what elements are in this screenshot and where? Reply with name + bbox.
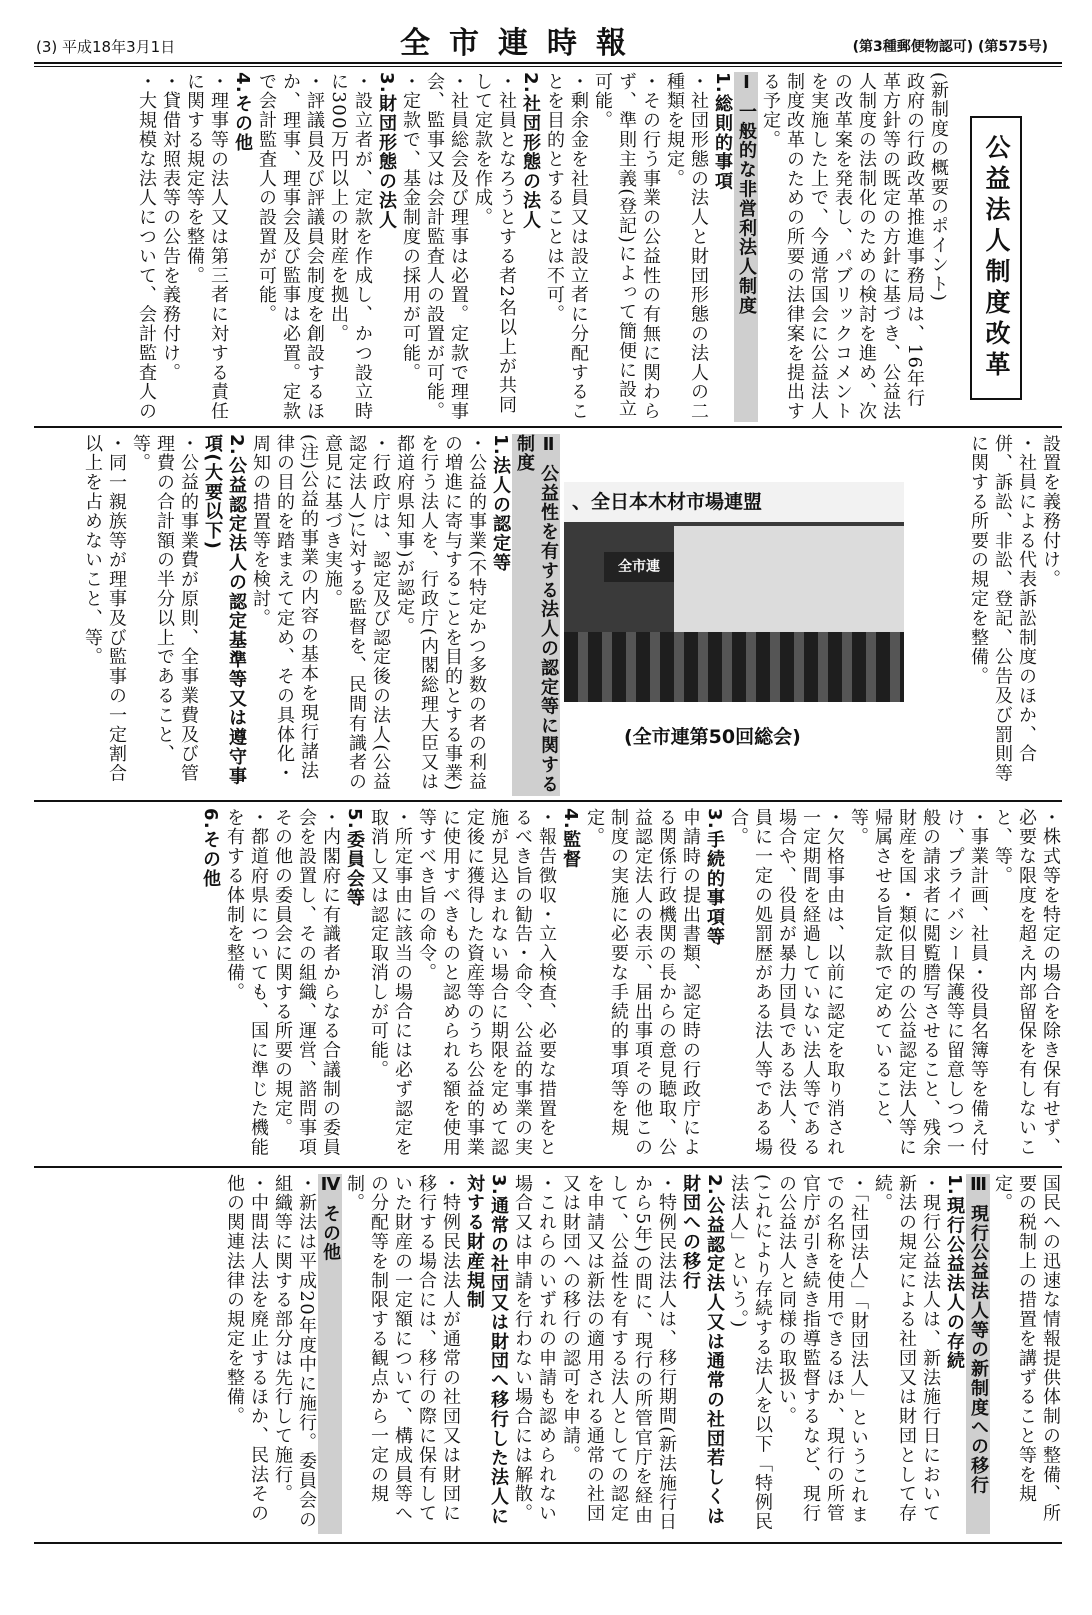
band3-para: ・所定事由に該当の場合には必ず認定を取消し又は認定取消しが可能。 [368, 808, 413, 1158]
band1-para: ・貸借対照表等の公告を義務付け。 [160, 72, 181, 383]
header-rule [34, 62, 1062, 64]
band-rule-2 [34, 800, 1062, 802]
band-rule-1 [34, 426, 1062, 428]
band3-para: 申請時の提出書類、認定時の行政庁による関係行政機関の長からの意見聴取、公益認定法人の表示、届出事項その他この制度の実施に必要な手続的事項等を規定。 [584, 808, 701, 1158]
issue-info: (第3種郵便物認可) (第575号) [852, 39, 1048, 55]
band1-para: ・剰余金を社員又は設立者に分配することを目的とすることは不可。 [544, 72, 589, 422]
band-4-text [34, 1174, 1062, 1534]
band2-left-para: ・同一親族等が理事及び監事の一定割合以上を占めないこと、等。 [82, 434, 127, 784]
band2-left-para: ・公益的事業(不特定かつ多数の者の利益の増進に寄与することを目的とする事業)を行う法人を、行政庁(内閣総理大臣又は都道府県知事)が認定。 [394, 434, 487, 792]
band2-left-para: 1.法人の認定等 [490, 434, 511, 573]
band-2-right-text [922, 434, 1062, 796]
band1-para: Ⅰ 一般的な非営利法人制度 [734, 72, 758, 422]
footer-rule [34, 1542, 1062, 1544]
band3-para: ・事業計画、社員・役員名簿等を備え付け、プライバシー保護等に留意しつつ一般の請求者に閲覧謄写させること、残余財産を国・類似目的の公益認定法人等に帰属させる旨定款で定めていること、等。 [848, 808, 989, 1158]
photo-crowd [564, 632, 904, 702]
band1-para: 1.総則的事項 [712, 72, 733, 192]
issue-date: (3) 平成18年3月1日 [36, 38, 176, 56]
band3-para: 5.委員会等 [344, 808, 365, 908]
band1-para: ・大規模な法人について、会計監査人の [136, 72, 157, 422]
band4-para: 国民への迅速な情報提供体制の整備、所要の税制上の措置を講ずること等を規定。 [992, 1174, 1061, 1524]
band-2-left-text [34, 434, 560, 796]
band3-para: 4.監督 [560, 808, 581, 869]
band1-para: ・社員となろうとする者2名以上が共同して定款を作成。 [472, 72, 517, 415]
band3-para: ・株式等を特定の場合を除き保有せず、必要な限度を超え内部留保を有しないこと、等。 [992, 808, 1061, 1158]
article-title-box: 公益法人制度改革 [970, 116, 1022, 400]
band1-para: ・設立者が、定款を作成し、かつ設立時に300万円以上の財産を拠出。 [328, 72, 373, 422]
band2-left-para: Ⅱ 公益性を有する法人の認定等に関する制度 [512, 434, 560, 796]
band2-right-para: ・社員による代表訴訟制度のほか、合併、訴訟、非訟、登記、公告及び罰則等に関する所要の規定を整備。 [968, 434, 1037, 784]
band3-para: 6.その他 [200, 808, 221, 889]
band4-para: ・現行公益法人は、新法施行日において新法の規定による社団又は財団として存続。 [872, 1174, 941, 1524]
band1-para: ・社員総会及び理事は必置。定款で理事会、監事又は会計監査人の設置が可能。 [424, 72, 469, 422]
band4-para: 3.通常の社団又は財団へ移行した法人に対する財産規制 [464, 1174, 509, 1526]
meeting-photo [564, 482, 904, 702]
newspaper-title: 全市連時報 [400, 26, 645, 61]
band3-para: ・報告徴収・立入検査、必要な措置をとるべき旨の勧告・命令、公益的事業の実施が見込まれない場合に期限を定めて認定後に獲得した資産等のうち公益的事業に使用すべきものと認められる額を使用等すべき旨の命令。 [416, 808, 557, 1158]
band-2 [34, 434, 1062, 796]
band3-para: ・欠格事由は、以前に認定を取り消され一定期間を経過していない法人等である場合や、役員が暴力団員である法人、役員に一定の処罰歴がある法人等である場合。 [728, 808, 845, 1158]
band1-para: ・理事等の法人又は第三者に対する責任に関する規定等を整備。 [184, 72, 229, 422]
band4-para: ・これらのいずれの申請も認められない場合又は申請を行わない場合には解散。 [512, 1174, 557, 1524]
band2-right-para: 設置を義務付け。 [1040, 434, 1061, 590]
band-1 [34, 72, 1062, 422]
band4-para: Ⅳ その他 [318, 1174, 342, 1534]
band3-para: ・都道府県についても、国に準じた機能を有する体制を整備。 [224, 808, 269, 1158]
band-4 [34, 1174, 1062, 1534]
band1-para: 2.社団形態の法人 [520, 72, 541, 230]
band4-para: (これにより存続する法人を以下「特例民法法人」という。) [728, 1174, 773, 1532]
band1-para: 4.その他 [232, 72, 253, 153]
band1-para: ・評議員及び評議員会制度を創設するほか、理事、理事会及び監事は必置。定款で会計監査人の設置が可能。 [256, 72, 325, 422]
band1-para: 3.財団形態の法人 [376, 72, 397, 230]
band1-para: (新制度の概要のポイント) [928, 72, 949, 303]
photo-caption: (全市連第50回総会) [624, 726, 801, 748]
photo-stage [674, 526, 904, 646]
band-3 [34, 808, 1062, 1162]
band4-para: 1.現行公益法人の存続 [944, 1174, 965, 1371]
page-header [0, 0, 1092, 66]
photo-sign: 全市連 [604, 552, 674, 582]
band1-para: ・その行う事業の公益性の有無に関わらず、準則主義(登記)によって簡便に設立可能。 [592, 72, 661, 422]
band2-left-para: 2.公益認定法人の認定基準等又は遵守事項(大要以下) [202, 434, 247, 786]
band4-para: 2.公益認定法人又は通常の社団若しくは財団への移行 [680, 1174, 725, 1526]
band-3-text [34, 808, 1062, 1162]
header-rule-thin [34, 66, 1062, 67]
band1-para: ・定款で、基金制度の採用が可能。 [400, 72, 421, 383]
band-1-text [34, 72, 950, 422]
band2-left-para: ・公益的事業費が原則、全事業費及び管理費の合計額の半分以上であること、等。 [130, 434, 199, 784]
band4-para: ・「社団法人」「財団法人」というこれまでの名称を使用できるほか、現行の所管官庁が引き続き指導監督するなど、現行の公益法人と同様の取扱い。 [776, 1174, 869, 1525]
band2-left-para: (注)公益的事業の内容の基本を現行諸法律の目的を踏まえて定め、その具体化・周知の措置等を検討。 [250, 434, 319, 784]
photo-banner: 、全日本木材市場連盟 [564, 482, 904, 522]
band4-para: ・新法は平成20年度中に施行。委員会の組織等に関する部分は先行して施行。 [272, 1174, 317, 1530]
band4-para: ・中間法人法を廃止するほか、民法その他の関連法律の規定を整備。 [224, 1174, 269, 1524]
band1-para: 政府の行政改革推進事務局は、16年行革方針等の既定の方針に基づき、公益法人制度の法制化のための検討を進め、次の改革案を発表し、パブリックコメントを実施した上で、今通常国会に公益法人制度改革のための所要の法律案を提出する予定。 [760, 72, 925, 422]
band3-para: 3.手続的事項等 [704, 808, 725, 947]
band1-para: ・社団形態の法人と財団形態の法人の二種類を規定。 [664, 72, 709, 422]
band2-left-para: ・行政庁は、認定及び認定後の法人(公益認定法人)に対する監督を、民間有識者の意見に基づき実施。 [322, 434, 391, 792]
band4-para: ・特例民法法人は、移行期間(新法施行日から5年)の間に、現行の所管官庁を経由して、公益性を有する法人としての認定を申請又は新法の適用される通常の社団又は財団への移行の認可を申請。 [560, 1174, 677, 1532]
band3-para: ・内閣府に有識者からなる合議制の委員会を設置し、その組織、運営、諮問事項その他の委員会に関する所要の規定。 [272, 808, 341, 1158]
band4-para: ・特例民法法人が通常の社団又は財団に移行する場合には、移行の際に保有していた財産の一定額について、構成員等への分配等を制限する観点から一定の規制。 [344, 1174, 461, 1524]
band-rule-3 [34, 1166, 1062, 1168]
band4-para: Ⅲ 現行公益法人等の新制度への移行 [966, 1174, 990, 1534]
